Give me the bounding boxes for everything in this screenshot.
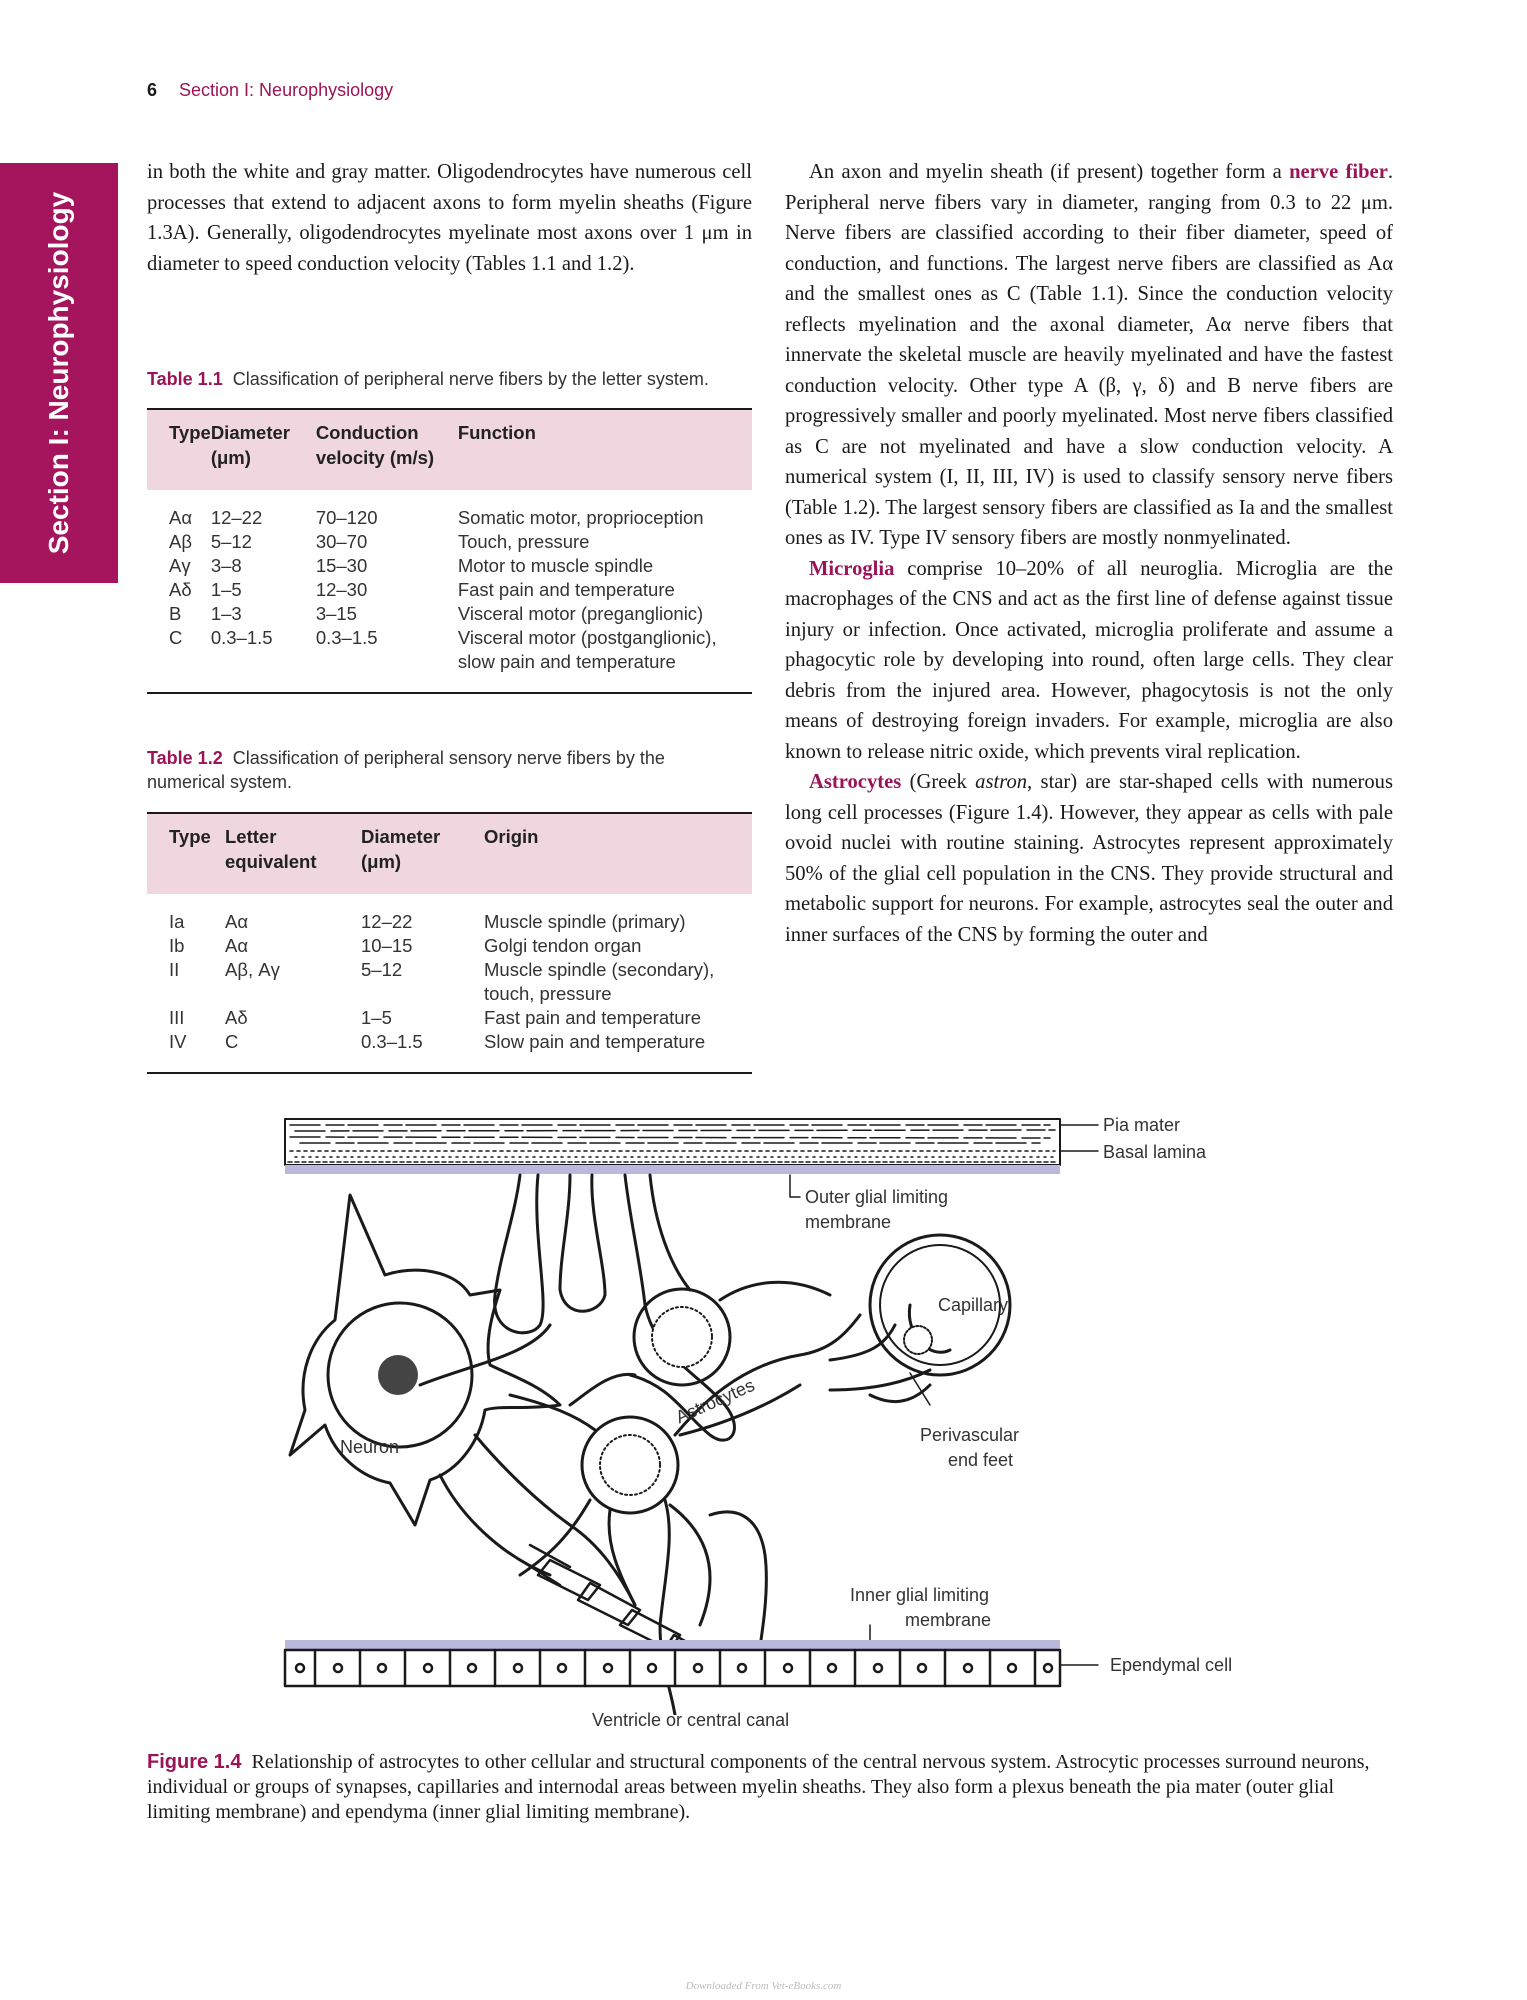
table-row [147,934,752,958]
right-column [785,157,1393,950]
table-header-cell: Type [169,422,211,443]
table-cell: Ib [169,935,185,956]
label-ependymal-cell: Ependymal cell [1110,1655,1233,1675]
paragraph-astrocytes [785,767,1393,950]
table-cell: 12–22 [210,507,263,528]
table-cell: C [225,1031,239,1052]
label-outer-glial-2: membrane [805,1212,892,1232]
table-cell: Aα [225,935,249,956]
table-cell: Golgi tendon organ [484,935,642,956]
paragraph-text: (Greek [901,771,976,793]
table-cell: Fast pain and temperature [484,1007,701,1028]
table-cell: Aβ, Aγ [225,959,280,980]
table-1-1-label: Table 1.1 [147,369,223,389]
table-row [147,894,752,934]
footer-watermark: Downloaded From Vet-eBooks.com [685,1980,842,1992]
table-row [147,578,752,602]
table-header-cell: Origin [484,826,539,847]
paragraph-text: An axon and myelin sheath (if present) together form a [809,161,1290,183]
table-cell: Somatic motor, proprioception [457,507,704,528]
table-1-1 [147,408,752,694]
label-capillary: Capillary [938,1295,1009,1315]
table-1-2 [147,812,752,1074]
astrocyte-illustration [270,1105,1270,1715]
table-header-cell: Function [457,422,536,443]
paragraph-text: comprise 10–20% of all neuroglia. Microglia are the macrophages of the CNS and act as the first line of defense against tissue injury or infection. Once activated, microglia proliferate and assume a phagocytic role by developing into round, often large cells. They clear debris from the injured area. However, phagocytosis is not the only means of destroying foreign invaders. For example, microglia are also known to release nitric oxide, which prevents viral replication. [785,557,1393,763]
astrocyte-nucleus [652,1307,712,1367]
inner-membrane-band [285,1640,1060,1650]
table-cell: Touch, pressure [457,531,590,552]
figure-1-4 [270,1105,1270,1730]
table-1-1-caption-text: Classification of peripheral nerve fibers by the letter system. [232,369,709,389]
label-inner-glial-2: membrane [905,1610,992,1630]
table-cell: 10–15 [361,935,413,956]
table-cell: 0.3–1.5 [361,1031,423,1052]
table-header-cell: Letter equivalent [225,826,317,872]
figure-1-4-label: Figure 1.4 [147,1751,242,1773]
paragraph-microglia [785,554,1393,768]
figure-1-4-caption [147,1750,1397,1825]
table-1-2-caption [147,746,737,794]
table-header-cell: Diameter (μm) [361,826,441,872]
label-inner-glial-1: Inner glial limiting [850,1585,990,1605]
table-row [147,626,752,693]
neuron-nucleus [378,1355,418,1395]
astrocyte-nucleus [600,1435,660,1495]
table-cell: Fast pain and temperature [457,579,675,600]
table-cell: III [169,1007,185,1028]
paragraph-nerve-fiber [785,157,1393,554]
table-cell: 15–30 [315,555,368,576]
table-cell: 0.3–1.5 [315,627,378,648]
table-cell: 1–3 [210,603,242,624]
label-ventricle: Ventricle or central canal [592,1710,790,1730]
table-1-2-caption-text: Classification of peripheral sensory nerve fibers by the numerical system. [147,748,665,792]
table-cell: 5–12 [210,531,252,552]
term-astrocytes: Astrocytes [809,771,902,793]
table-cell: 0.3–1.5 [210,627,273,648]
table-cell: Aγ [169,555,191,576]
paragraph-text: . Peripheral nerve fibers vary in diameter, ranging from 0.3 to 22 μm. Nerve fibers are classified according to their fiber diameter, speed of conduction, and functions. The largest nerve fibers are classified as Aα and the smallest ones as C (Table 1.1). Since the conduction velocity reflects myelination and the axonal diameter, Aα nerve fibers that innervate the skeletal muscle are heavily myelinated and have the fastest conduction velocity. Other type A (β, γ, δ) and B nerve fibers are progressively smaller and poorly myelinated. Most nerve fibers classified as C are not myelinated and have a slow conduction velocity. A numerical system (I, II, III, IV) is used to classify sensory nerve fibers (Table 1.2). The largest sensory fibers are classified as Ia and the smallest ones as IV. Type IV sensory fibers are mostly nonmyelinated. [785,161,1393,549]
table-row [147,490,752,530]
table-1-2-label: Table 1.2 [147,748,223,768]
basal-lamina-band [285,1165,1060,1174]
table-row [147,958,752,1006]
table-cell: 3–15 [315,603,357,624]
running-head-section: Section I: Neurophysiology [179,80,394,100]
table-1-1-caption [147,367,757,391]
left-intro-paragraph: in both the white and gray matter. Oligodendrocytes have numerous cell processes that extend to adjacent axons to form myelin sheaths (Figure 1.3A). Generally, oligodendrocytes myelinate most axons over 1 μm in diameter to speed conduction velocity (Tables 1.1 and 1.2). [147,161,752,275]
label-outer-glial-1: Outer glial limiting [805,1187,949,1207]
table-cell: Slow pain and temperature [484,1031,706,1052]
left-column [147,157,752,279]
section-side-tab-label: Section I: Neurophysiology [43,191,74,555]
table-cell: Visceral motor (postganglionic), slow pain and temperature [457,627,717,672]
table-cell: 70–120 [315,507,378,528]
table-cell: 30–70 [315,531,368,552]
table-cell: Aα [225,911,249,932]
label-perivascular-1: Perivascular [920,1425,1020,1445]
table-row [147,554,752,578]
table-cell: B [169,603,182,624]
table-row [147,602,752,626]
figure-1-4-caption-text: Relationship of astrocytes to other cellular and structural components of the central nervous system. Astrocytic processes surround neurons, individual or groups of synapses, capillaries and internodal areas between myelin sheaths. They also form a plexus beneath the pia mater (outer glial limiting membrane) and ependyma (inner glial limiting membrane). [147,1751,1370,1823]
table-row [147,530,752,554]
astrocyte-upper [420,1175,830,1440]
table-header-cell: Type [169,826,211,847]
paragraph-text: , star) are star-shaped cells with numerous long cell processes (Figure 1.4). However, they appear as cells with pale ovoid nuclei with routine staining. Astrocytes represent approximately 50% of the glial cell population in the CNS. They provide structural and metabolic support for neurons. For example, astrocytes seal the outer and inner surfaces of the CNS by forming the outer and [785,771,1393,946]
table-header-cell: Conduction velocity (m/s) [315,422,435,468]
table-cell: 3–8 [210,555,242,576]
table-cell: Muscle spindle (primary) [484,911,686,932]
table-1-1-header-row [147,409,752,490]
capillary-endothelial-nucleus [904,1326,932,1354]
term-nerve-fiber: nerve fiber [1289,161,1388,183]
table-cell: Ia [169,911,185,932]
table-cell: Muscle spindle (secondary), touch, pressure [484,959,715,1004]
term-astron: astron [975,771,1028,793]
label-neuron: Neuron [340,1437,400,1457]
ependymal-layer [285,1650,1060,1686]
table-cell: 12–30 [315,579,368,600]
pia-mater-layer [285,1119,1060,1165]
table-cell: Visceral motor (preganglionic) [457,603,704,624]
table-cell: Aβ [169,531,192,552]
section-side-tab [0,163,118,583]
table-cell: IV [169,1031,187,1052]
label-perivascular-2: end feet [948,1450,1014,1470]
table-cell: C [169,627,183,648]
label-pia-mater: Pia mater [1103,1115,1181,1135]
table-cell: Aδ [225,1007,248,1028]
term-microglia: Microglia [809,557,895,580]
table-row [147,1006,752,1030]
label-basal-lamina: Basal lamina [1103,1142,1207,1162]
table-cell: Motor to muscle spindle [457,555,654,576]
table-1-2-header-row [147,813,752,894]
table-cell: Aδ [169,579,192,600]
label-astrocytes: Astrocytes [672,1374,758,1428]
neuron-cell [290,1195,635,1605]
table-cell: Aα [169,507,193,528]
table-cell: 12–22 [361,911,413,932]
table-cell: 1–5 [210,579,242,600]
table-cell: II [169,959,180,980]
table-cell: 5–12 [361,959,403,980]
page-number: 6 [147,80,158,100]
table-cell: 1–5 [361,1007,392,1028]
table-header-cell: Diameter (μm) [210,422,290,468]
running-head [147,80,393,101]
table-row [147,1030,752,1073]
